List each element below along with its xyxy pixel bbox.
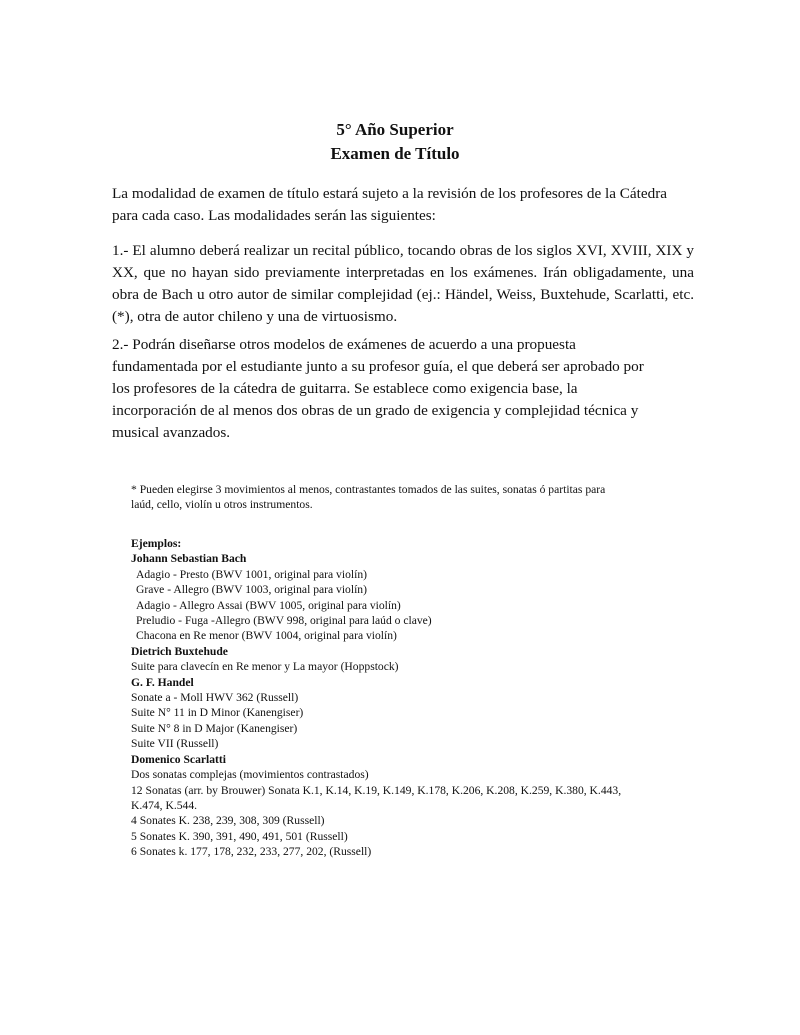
title-line-year: 5° Año Superior xyxy=(336,120,454,139)
footnote xyxy=(131,482,696,513)
composer-buxtehude: Dietrich Buxtehude xyxy=(131,644,228,658)
work-item: K.474, K.544. xyxy=(131,798,198,812)
composer-bach: Johann Sebastian Bach xyxy=(131,552,247,566)
title-line-exam: Examen de Título xyxy=(330,144,460,163)
page-title xyxy=(0,118,790,166)
modality-2-paragraph xyxy=(112,334,694,444)
work-item: 4 Sonates K. 238, 239, 308, 309 (Russell) xyxy=(131,814,325,828)
work-item: Dos sonatas complejas (movimientos contrastados) xyxy=(131,768,369,782)
modality-1-paragraph: 1.- El alumno deberá realizar un recital público, tocando obras de los siglos XVI, XVIII, XIX y XX, que no hayan sido previamente interpretadas en los exámenes. Irán obligadamente, una obra de Bach u otro autor de similar complejidad (ej.: Händel, Weiss, Buxtehude, Scarlatti, etc. (*), otra de autor chileno y una de virtuosismo. xyxy=(112,242,694,325)
work-item: 12 Sonatas (arr. by Brouwer) Sonata K.1, K.14, K.19, K.149, K.178, K.206, K.208, K.259, K.380, K.443, xyxy=(131,783,622,797)
composer-scarlatti: Domenico Scarlatti xyxy=(131,752,226,766)
footnote-line: * Pueden elegirse 3 movimientos al menos, contrastantes tomados de las suites, sonatas ó partitas para xyxy=(131,483,606,496)
examples-heading: Ejemplos: xyxy=(131,537,182,550)
paragraph-line: los profesores de la cátedra de guitarra. Se establece como exigencia base, la xyxy=(112,380,578,397)
work-item: Adagio - Allegro Assai (BWV 1005, original para violín) xyxy=(136,598,401,612)
work-item: Preludio - Fuga -Allegro (BWV 998, original para laúd o clave) xyxy=(136,614,432,628)
composer-handel: G. F. Handel xyxy=(131,675,194,689)
paragraph-line: 2.- Podrán diseñarse otros modelos de exámenes de acuerdo a una propuesta xyxy=(112,336,576,353)
paragraph-line: fundamentada por el estudiante junto a su profesor guía, el que deberá ser aprobado por xyxy=(112,358,644,375)
work-item: Grave - Allegro (BWV 1003, original para violín) xyxy=(136,583,367,597)
work-item: Suite N° 8 in D Major (Kanengiser) xyxy=(131,721,298,735)
paragraph-line: incorporación de al menos dos obras de un grado de exigencia y complejidad técnica y xyxy=(112,402,639,419)
footnote-line: laúd, cello, violín u otros instrumentos. xyxy=(131,498,313,512)
work-item: Sonate a - Moll HWV 362 (Russell) xyxy=(131,691,299,705)
work-item: 5 Sonates K. 390, 391, 490, 491, 501 (Russell) xyxy=(131,829,348,843)
work-item: Adagio - Presto (BWV 1001, original para violín) xyxy=(136,567,367,581)
paragraph-line: musical avanzados. xyxy=(112,424,231,441)
work-item: 6 Sonates k. 177, 178, 232, 233, 277, 202, (Russell) xyxy=(131,845,372,859)
work-item: Chacona en Re menor (BWV 1004, original para violín) xyxy=(136,629,397,643)
examples-section xyxy=(131,536,696,860)
work-item: Suite para clavecín en Re menor y La mayor (Hoppstock) xyxy=(131,660,399,674)
work-item: Suite VII (Russell) xyxy=(131,737,219,751)
intro-paragraph: La modalidad de examen de título estará sujeto a la revisión de los profesores de la Cátedra para cada caso. Las modalidades serán las siguientes: xyxy=(112,185,667,224)
work-item: Suite N° 11 in D Minor (Kanengiser) xyxy=(131,706,304,720)
